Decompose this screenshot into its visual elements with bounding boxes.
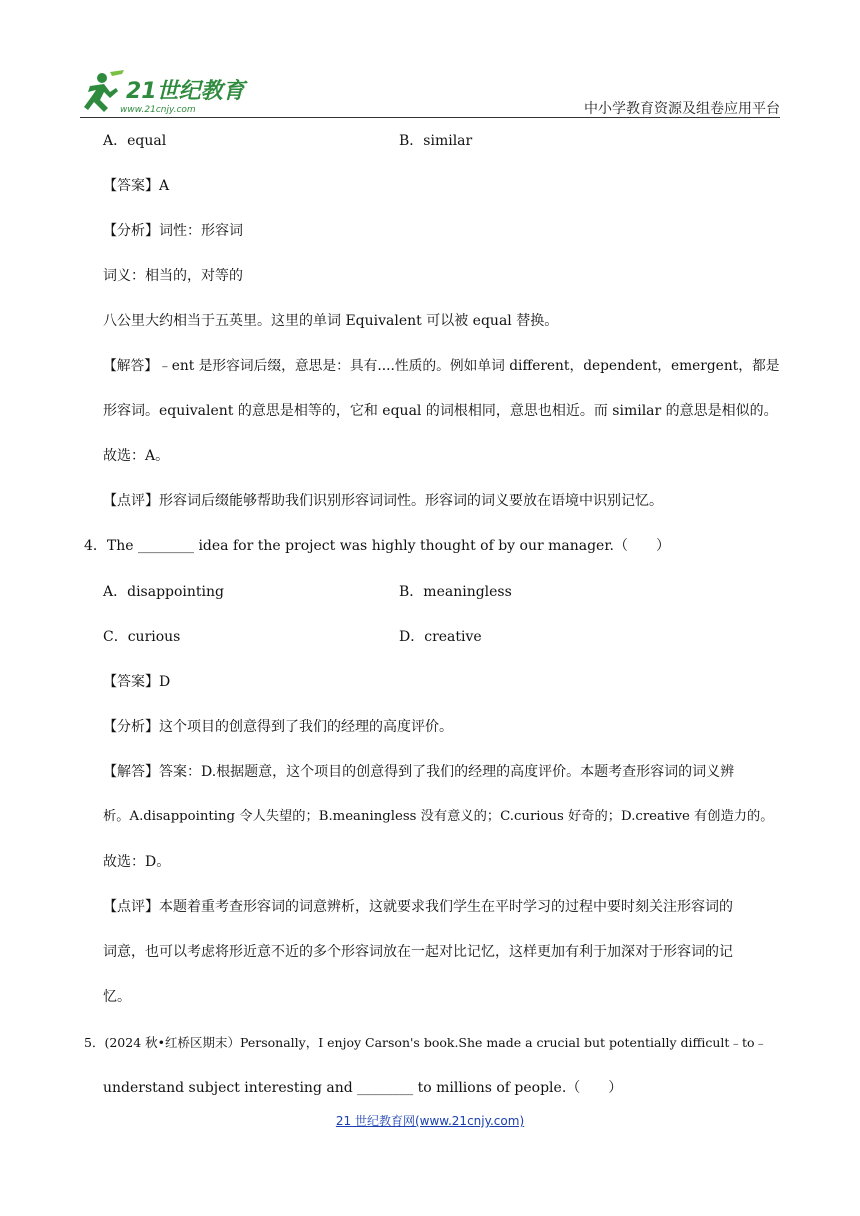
running-figure-icon xyxy=(84,70,124,112)
q4-option-c: C．curious xyxy=(103,629,181,645)
logo-text: 21世纪教育 xyxy=(126,79,245,104)
q5-stem-1: 5．(2024 秋•红桥区期末）Personally，I enjoy Carson's book.She made a crucial but potentially difficult﹣to﹣ xyxy=(84,1035,768,1050)
q4-solution-1: 【解答】答案：D.根据题意，这个项目的创意得到了我们的经理的高度评价。本题考查形容词的词义辨 xyxy=(103,764,735,780)
q4-comment-3: 忆。 xyxy=(103,989,131,1005)
page-header xyxy=(80,66,780,118)
q4-option-b: B．meaningless xyxy=(399,584,512,600)
logo-url: www.21cnjy.com xyxy=(120,105,196,115)
q5-stem-2: understand subject interesting and ________ to millions of people.（ ） xyxy=(103,1080,623,1096)
q3-solution-2: 形容词。equivalent 的意思是相等的，它和 equal 的词根相同，意思也相近。而 similar 的意思是相似的。 xyxy=(103,403,778,419)
q4-answer: 【答案】D xyxy=(103,674,171,690)
header-divider xyxy=(80,117,780,118)
q4-stem: 4．The ________ idea for the project was highly thought of by our manager.（ ） xyxy=(84,538,670,554)
platform-name: 中小学教育资源及组卷应用平台 xyxy=(584,101,780,117)
q3-analysis-2: 词义：相当的，对等的 xyxy=(103,268,243,284)
logo xyxy=(80,66,260,118)
q3-option-b: B．similar xyxy=(399,133,473,149)
q4-option-a: A．disappointing xyxy=(103,584,225,600)
q3-solution-3: 故选：A。 xyxy=(103,448,170,464)
q3-analysis-3: 八公里大约相当于五英里。这里的单词 Equivalent 可以被 equal 替换。 xyxy=(103,313,559,329)
q4-comment-2: 词意，也可以考虑将形近意不近的多个形容词放在一起对比记忆，这样更加有利于加深对于形容词的记 xyxy=(103,944,733,960)
q3-comment: 【点评】形容词后缀能够帮助我们识别形容词词性。形容词的词义要放在语境中识别记忆。 xyxy=(103,493,663,509)
q3-answer: 【答案】A xyxy=(103,178,170,194)
q3-option-a: A．equal xyxy=(103,133,167,149)
q4-solution-3: 故选：D。 xyxy=(103,854,171,870)
q3-analysis-1: 【分析】词性：形容词 xyxy=(103,223,243,239)
footer-link[interactable]: 21 世纪教育网(www.21cnjy.com) xyxy=(335,1114,525,1128)
q4-solution-2: 析。A.disappointing 令人失望的；B.meaningless 没有意义的；C.curious 好奇的；D.creative 有创造力的。 xyxy=(103,809,774,824)
q4-analysis: 【分析】这个项目的创意得到了我们的经理的高度评价。 xyxy=(103,719,453,735)
q3-solution-1: 【解答】﹣ent 是形容词后缀，意思是：具有....性质的。例如单词 different，dependent，emergent，都是 xyxy=(103,358,780,374)
q4-comment-1: 【点评】本题着重考查形容词的词意辨析，这就要求我们学生在平时学习的过程中要时刻关注形容词的 xyxy=(103,899,733,915)
q4-option-d: D．creative xyxy=(399,629,482,645)
